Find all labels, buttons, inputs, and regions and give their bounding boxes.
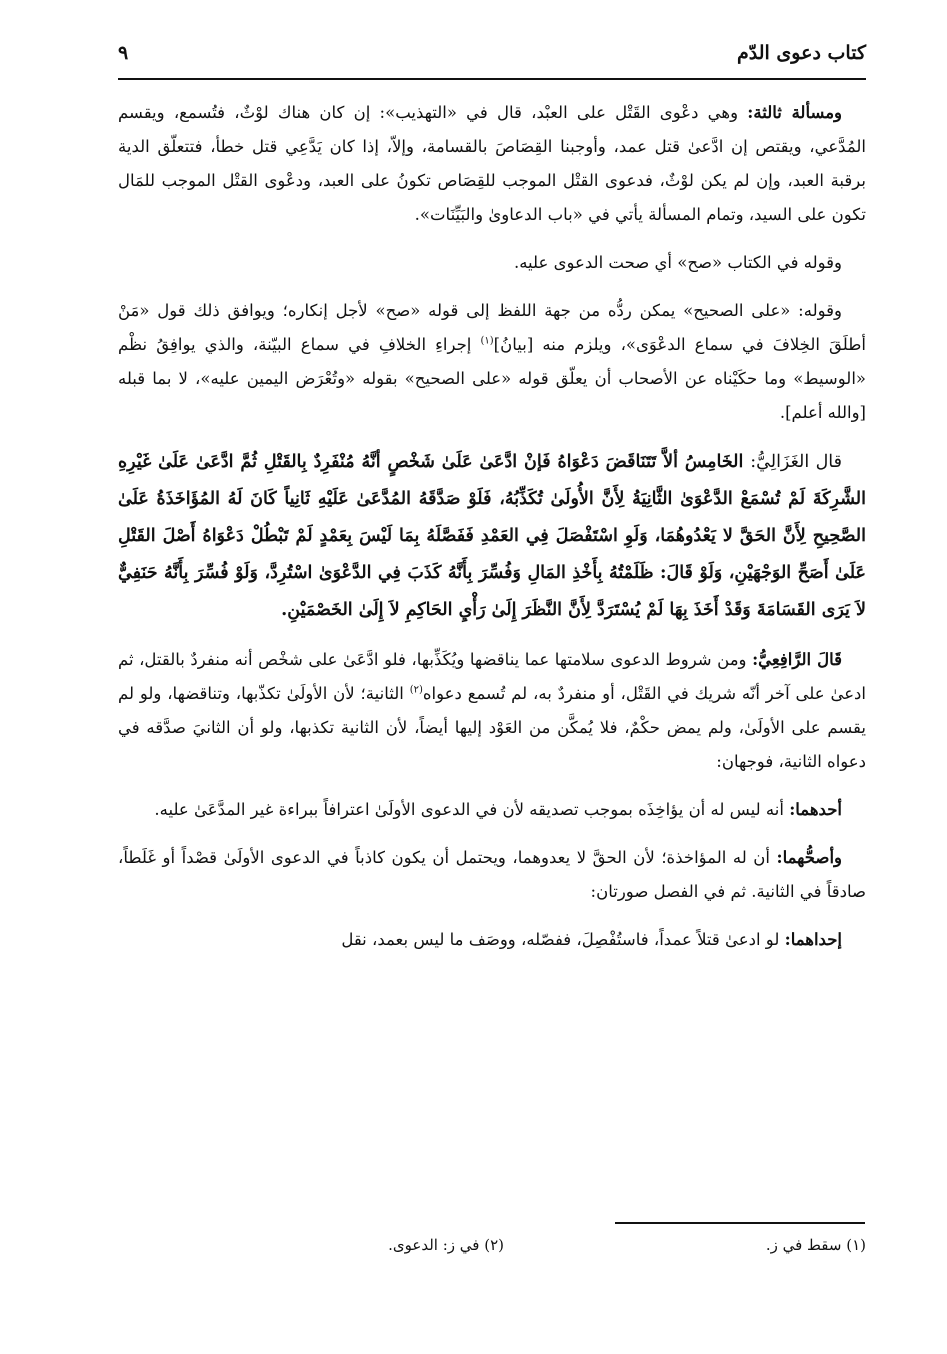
paragraph-ghazali-quote <box>118 444 866 629</box>
paragraph-text-cont: إجراءِ الخلافِ في سماع البيّنة، والذي يوافِقُ نظْم «الوسيط» وما حكَيْناه عن الأصحاب أن يعلّق قوله «على الصحيح» بقوله «وتُعْرَض اليمين عليه»، لا بما قبله [والله أعلم]. <box>118 335 866 422</box>
paragraph-first-view <box>118 793 866 827</box>
paragraph-lead: قَالَ الرَّافِعِيُّ: <box>752 650 842 669</box>
paragraph-text: الخَامِسُ ألاَّ تَتَنَاقَضَ دَعْوَاهُ فَإنْ ادَّعَىٰ عَلَىٰ شَخْصٍ أنَّهُ مُنْفَرِدٌ بِالقَتْلِ ثُمَّ ادَّعَىٰ عَلَىٰ غَيْرِهِ الشَّرِكَةَ لَمْ تُسْمَعْ الدَّعْوَىٰ الثَّانِيَةُ لِأَنَّ الأُولَىٰ تُكَذِّبُهُ، فَلَوْ صَدَّقَهُ المُدَّعَىٰ عَلَيْهِ ثَانِياً كَانَ لَهُ المُؤَاخَذَةُ عَلَىٰ الصَّحِيحِ لِأَنَّ الحَقَّ لا يَعْدُوهُمَا، وَلَوِ اسْتَفْصَلَ فِي العَمْدِ فَفَصَّلَهُ بِمَا لَيْسَ بِعَمْدٍ لَمْ تَبْطُلْ دَعْوَاهُ أَصْلَ القَتْلِ عَلَىٰ أَصَحِّ الوَجْهَيْنِ، وَلَوْ قَالَ: ظَلَمْتُهُ بِأَخْذِ المَالِ وَفُسِّرَ بِأَنَّهُ كَذَبَ فِي الدَّعْوَىٰ اسْتُرِدَّ، وَلَوْ فُسِّرَ بِأَنَّهُ حَنَفِيٌّ لاَ يَرَى القَسَامَةَ وَقَدْ أَخَذَ بِهَا لَمْ يُسْتَرَدَّ لِأَنَّ النَّظَرَ إِلَىٰ رَأْيِ الحَاكِمِ لاَ إِلَىٰ الخَصْمَيْنِ. <box>118 452 866 620</box>
running-title: كتاب دعوى الدّم <box>737 42 866 64</box>
paragraph-text: لو ادعىٰ قتلاً عمداً، فاستُفْصِلَ، ففصّله، ووصَف ما ليس بعمد، نقل <box>341 930 785 949</box>
paragraph-text: ومن شروط الدعوى سلامتها عما يناقضها ويُكَذِّبها، فلو ادَّعَىٰ على شخْص أنه منفردٌ بالقتل، ثم ادعىٰ على آخر أنّه شريك في القَتْل، أو منفردٌ به، لم تُسمع دعواه <box>118 650 866 703</box>
footnote-ref-2[interactable]: (٢) <box>409 684 423 696</box>
footnote-divider <box>615 1222 865 1224</box>
paragraph-text: وهي دعْوى القَتْل على العبْد، قال في «التهذيب»: إن كان هناك لوْثٌ، فتُسمع، ويقسم المُدَّعي، ويقتص إن ادَّعىٰ قتل عمد، وأوجبنا القِصَاصَ بالقسامة، وإلاّ، إذا كان يَدَّعِي قتل خطأ، فتتعلّق الدية برقبة العبد، وإن لم يكن لوْثٌ، فدعوى القتْل الموجب للقِصَاص تكونُ على العبد، ودعْوى القتْل الموجب للمَال تكون على السيد، وتمام المسألة يأتي في «باب الدعاوىٰ والبَيِّنَات». <box>118 103 866 224</box>
footnotes <box>118 1236 866 1266</box>
paragraph-first-case <box>118 923 866 957</box>
page-body <box>118 96 866 971</box>
paragraph-third-issue <box>118 96 866 232</box>
footnote-2: (٢) في ز: الدعوى. <box>388 1236 504 1254</box>
footnote-1: (١) سقط في ز. <box>765 1236 866 1254</box>
paragraph-lead: قال الغَزَالِيُّ: <box>750 452 842 472</box>
paragraph-sahha <box>118 246 866 280</box>
paragraph-text-cont: الثانية؛ لأن الأولَىٰ تكذّبها، وتناقضها، ولو لم يقسم على الأولَىٰ، ولم يمض حكْمٌ، فلا يُمكَّن من العَوْد إليها أيضاً، لأن الثانية تكذبها، ولو أن الثانيَ صدَّقه في دعواه الثانية، فوجهان: <box>118 684 866 771</box>
paragraph-text: أن له المؤاخذة؛ لأن الحقَّ لا يعدوهما، ويحتمل أن يكون كاذباً في الدعوى الأولَىٰ قصْداً أو غَلَطاً، صادقاً في الثانية. ثم في الفصل صورتان: <box>118 848 866 901</box>
paragraph-lead: إحداهما: <box>784 930 842 949</box>
paragraph-text: أنه ليس له أن يؤاخِذَه بموجب تصديقه لأن في الدعوى الأولَىٰ اعترافاً ببراءة غير المدَّعَىٰ عليه. <box>154 800 790 819</box>
paragraph-ala-sahih <box>118 294 866 430</box>
page-header <box>118 38 866 80</box>
paragraph-sounder-view <box>118 841 866 909</box>
paragraph-text: وقوله: «على الصحيح» يمكن ردُّه من جهة اللفظ إلى قوله «صح» لأجل إنكاره؛ ويوافق ذلك قول «مَنْ أطلَقَ الخِلافَ في سماع الدعْوَى»، ويلزم منه [بيانُ] <box>118 301 866 354</box>
footnote-ref-1[interactable]: (١) <box>480 335 494 347</box>
paragraph-text: وقوله في الكتاب «صح» أي صحت الدعوى عليه. <box>513 253 842 272</box>
paragraph-lead: ومسألة ثالثة: <box>747 103 843 122</box>
paragraph-rafii-commentary <box>118 643 866 779</box>
paragraph-lead: أحدهما: <box>789 800 842 819</box>
paragraph-lead: وأصحُّهما: <box>776 848 842 867</box>
page-number: ٩ <box>118 42 129 64</box>
